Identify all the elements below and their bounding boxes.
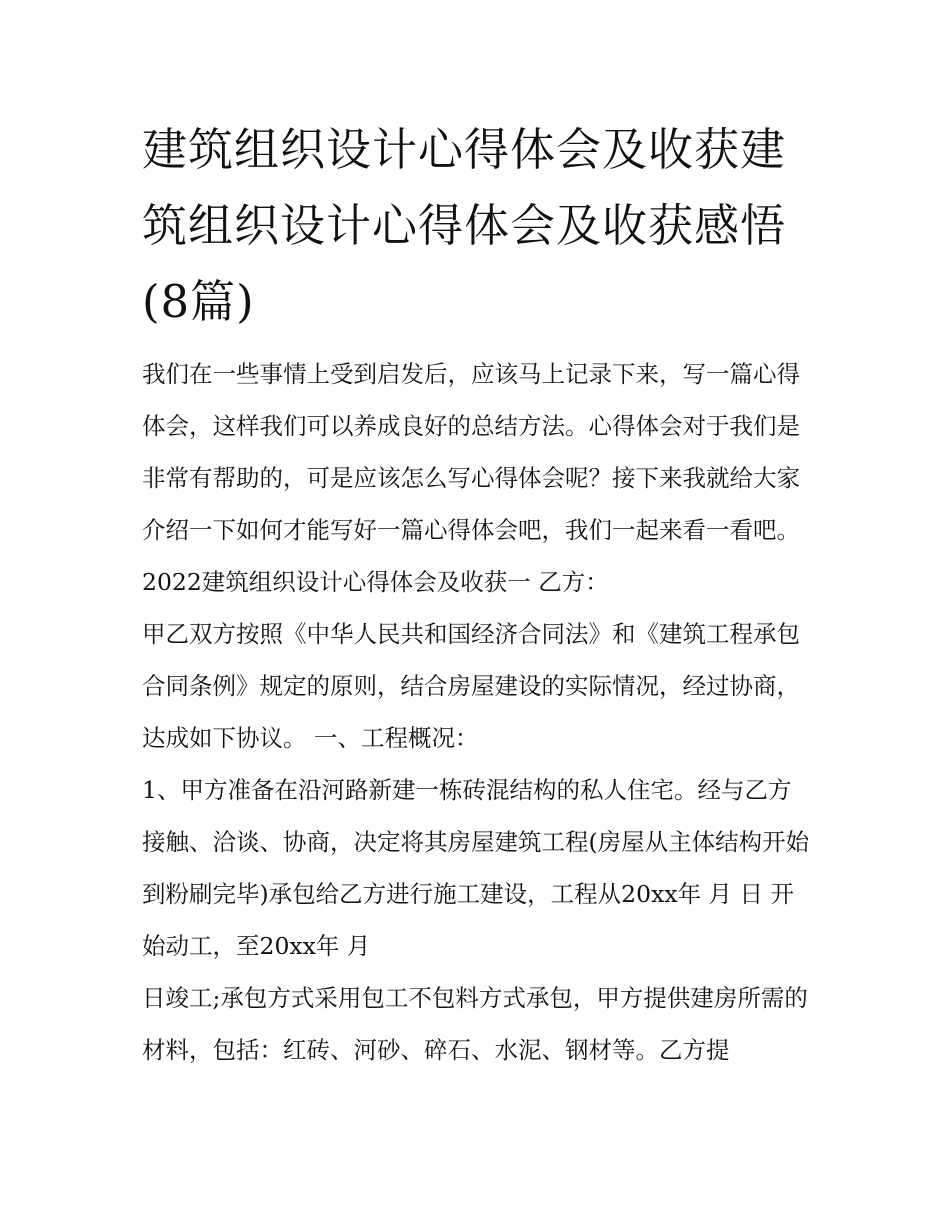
paragraph-intro: 我们在一些事情上受到启发后，应该马上记录下来，写一篇心得体会，这样我们可以养成良好的总结方法。心得体会对于我们是非常有帮助的，可是应该怎么写心得体会呢？接下来我就给大家介绍一下如何才能写好一篇心得体会吧，我们一起来看一看吧。 [142,360,800,544]
paragraph-agreement: 甲乙双方按照《中华人民共和国经济合同法》和《建筑工程承包合同条例》规定的原则，结合房屋建设的实际情况，经过协商，达成如下协议。 一、工程概况： [142,620,800,752]
paragraph-section-heading: 2022建筑组织设计心得体会及收获一 乙方： [142,568,609,596]
paragraph-completion: 日竣工;承包方式采用包工不包料方式承包，甲方提供建房所需的材料，包括：红砖、河砂、碎石、水泥、钢材等。乙方提 [142,984,808,1064]
document-body [142,348,814,1076]
document-title: 建筑组织设计心得体会及收获建筑组织设计心得体会及收获感悟(8篇) [142,123,787,328]
document-page [142,112,814,1076]
paragraph-project-overview: 1、甲方准备在沿河路新建一栋砖混结构的私人住宅。经与乙方接触、洽谈、协商，决定将其房屋建筑工程(房屋从主体结构开始到粉刷完毕)承包给乙方进行施工建设，工程从20xx年 月 日 开始动工，至20xx年 月 [142,776,810,960]
